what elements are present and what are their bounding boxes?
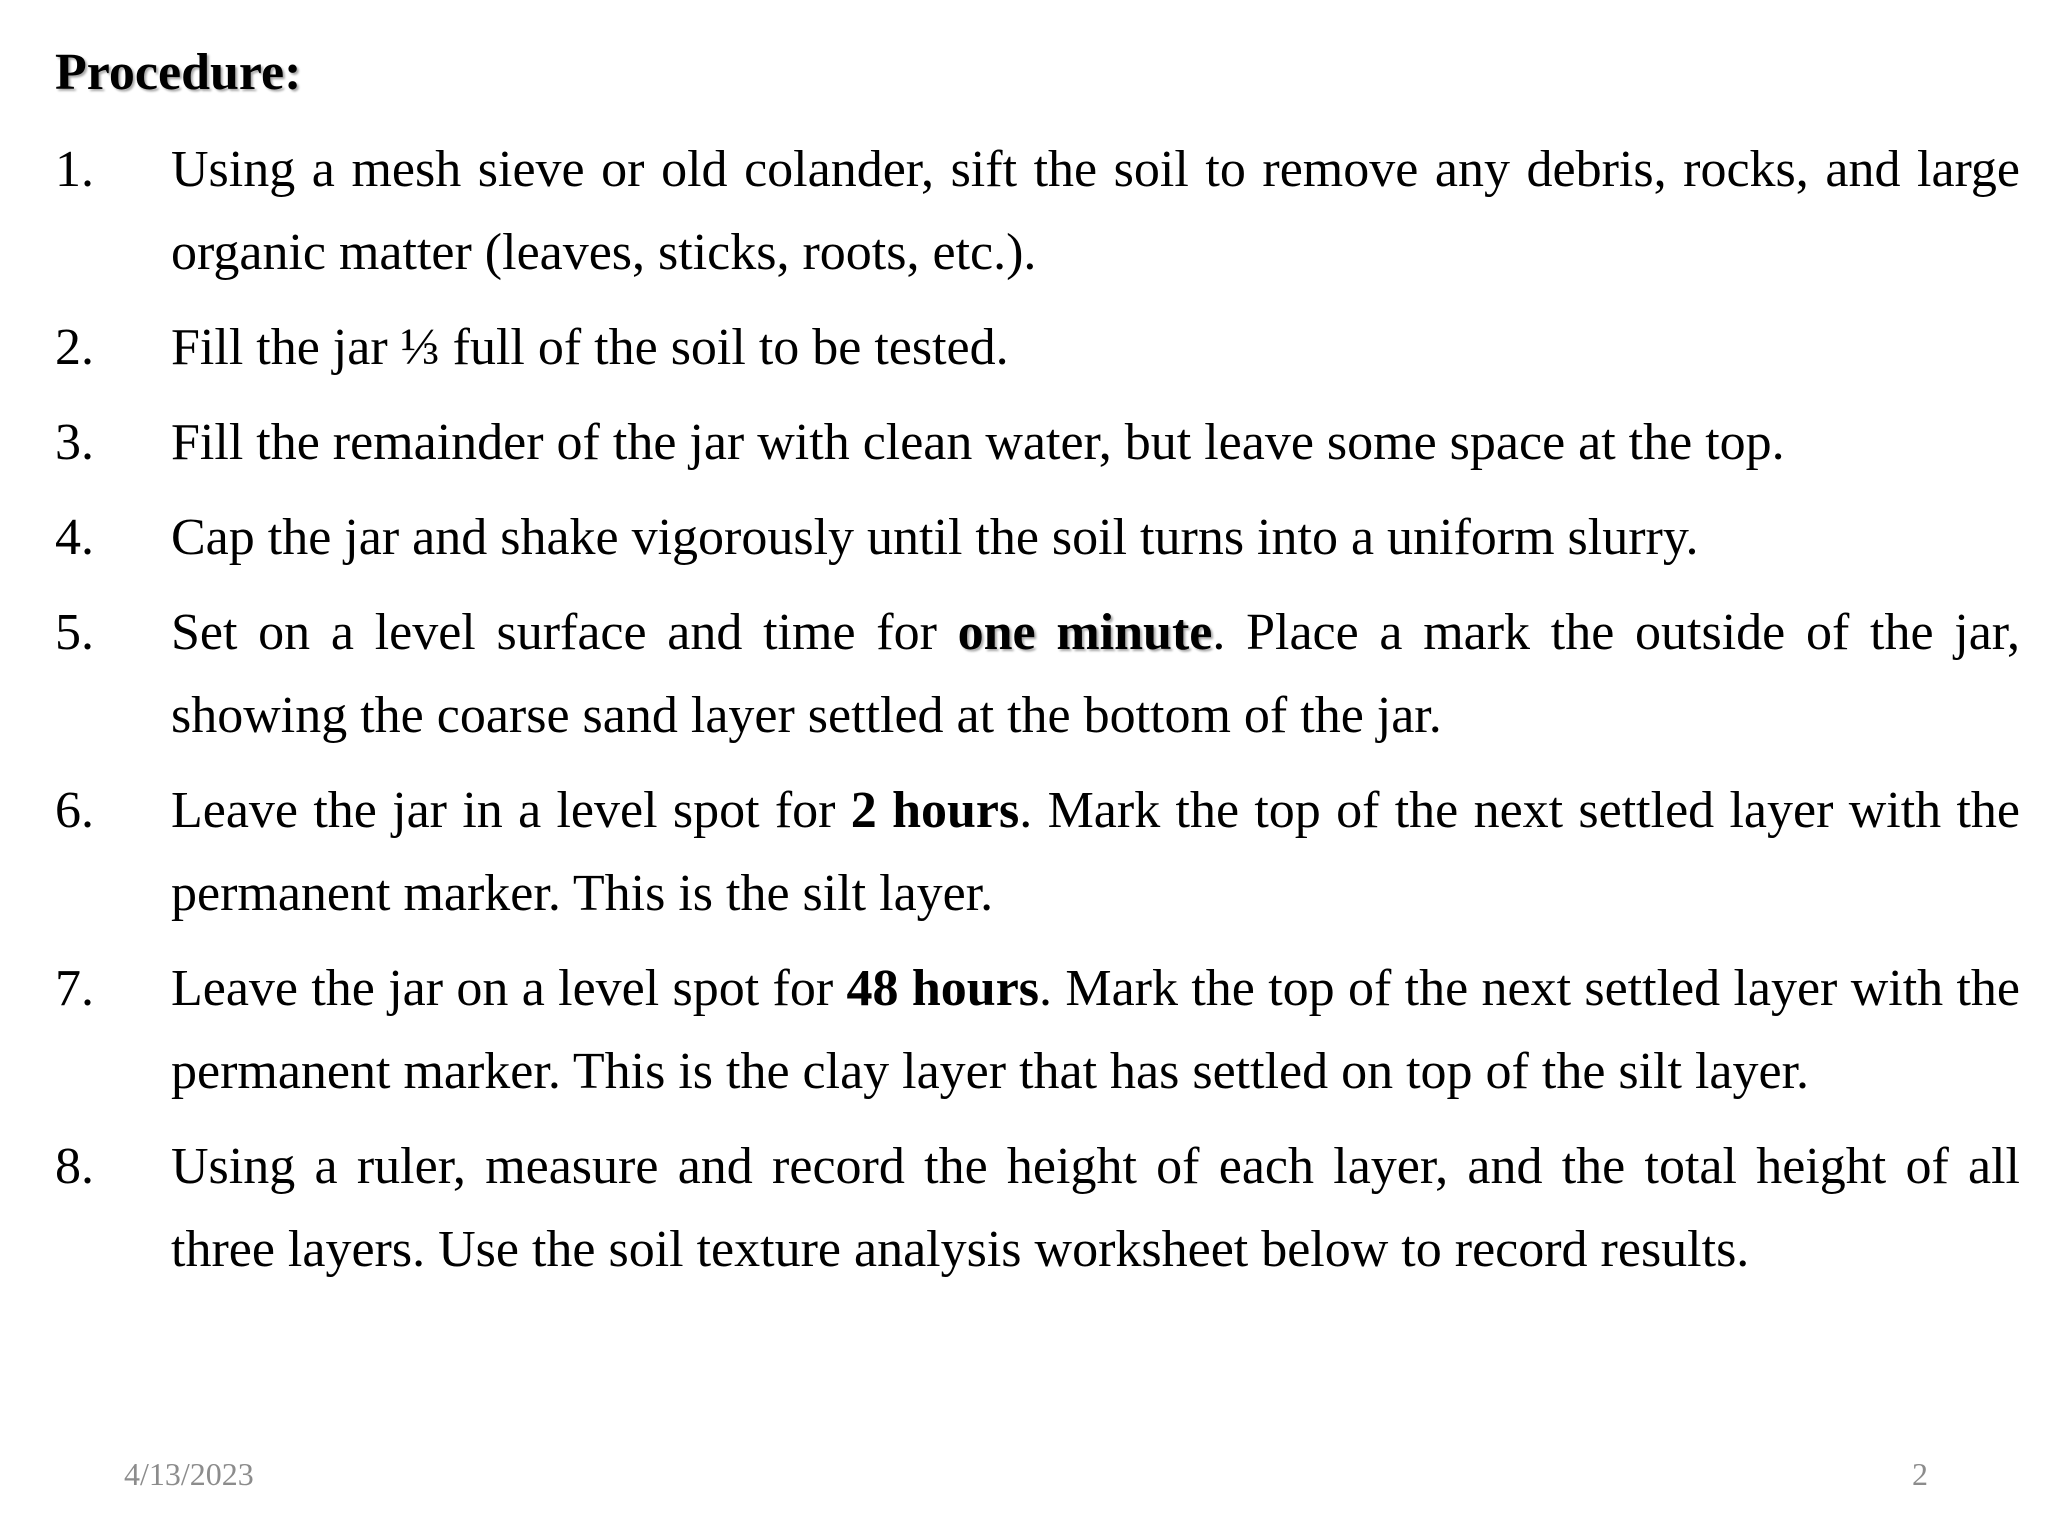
step-number: 6. [55, 782, 94, 839]
step-text-after: . Place a mark the outside of the jar, showing the coarse sand layer settled at the bottom of the jar. [171, 604, 2021, 744]
step-text-after: . Mark the top of the next settled layer with the permanent marker. This is the clay layer that has settled on top of the silt layer. [171, 960, 2021, 1100]
step-emphasis: 2 hours [850, 782, 1020, 839]
step-emphasis: one minute [957, 604, 1213, 661]
step-number: 4. [55, 509, 94, 566]
step-5 [55, 591, 2020, 757]
step-text-before: Set on a level surface and time for [171, 604, 958, 661]
step-number: 5. [55, 604, 94, 661]
step-text-before: Leave the jar in a level spot for [171, 782, 851, 839]
step-number: 7. [55, 960, 94, 1017]
step-7 [55, 947, 2020, 1113]
step-number: 1. [55, 141, 94, 198]
step-number: 2. [55, 319, 94, 376]
procedure-heading: Procedure: [55, 44, 302, 101]
step-3 [55, 401, 2020, 484]
step-text-before: Leave the jar on a level spot for [171, 960, 847, 1017]
step-6 [55, 769, 2020, 935]
step-text: Fill the jar ⅓ full of the soil to be tested. [171, 319, 1009, 376]
footer-page-number: 2 [1912, 1456, 1928, 1492]
step-text: Cap the jar and shake vigorously until the soil turns into a uniform slurry. [171, 509, 1699, 566]
step-8 [55, 1125, 2020, 1291]
step-2 [55, 306, 2020, 389]
step-4 [55, 496, 2020, 579]
step-text-after: . Mark the top of the next settled layer with the permanent marker. This is the silt layer. [171, 782, 2020, 922]
step-text: Fill the remainder of the jar with clean water, but leave some space at the top. [171, 414, 1785, 471]
step-1 [55, 128, 2020, 294]
step-text: Using a ruler, measure and record the height of each layer, and the total height of all three layers. Use the soil texture analysis worksheet below to record results. [171, 1138, 2020, 1278]
step-number: 8. [55, 1138, 94, 1195]
footer-date: 4/13/2023 [124, 1456, 254, 1492]
step-emphasis: 48 hours [846, 960, 1040, 1017]
step-number: 3. [55, 414, 94, 471]
step-text: Using a mesh sieve or old colander, sift the soil to remove any debris, rocks, and large organic matter (leaves, sticks, roots, etc.). [171, 141, 2020, 281]
procedure-steps-list [55, 128, 2020, 1303]
